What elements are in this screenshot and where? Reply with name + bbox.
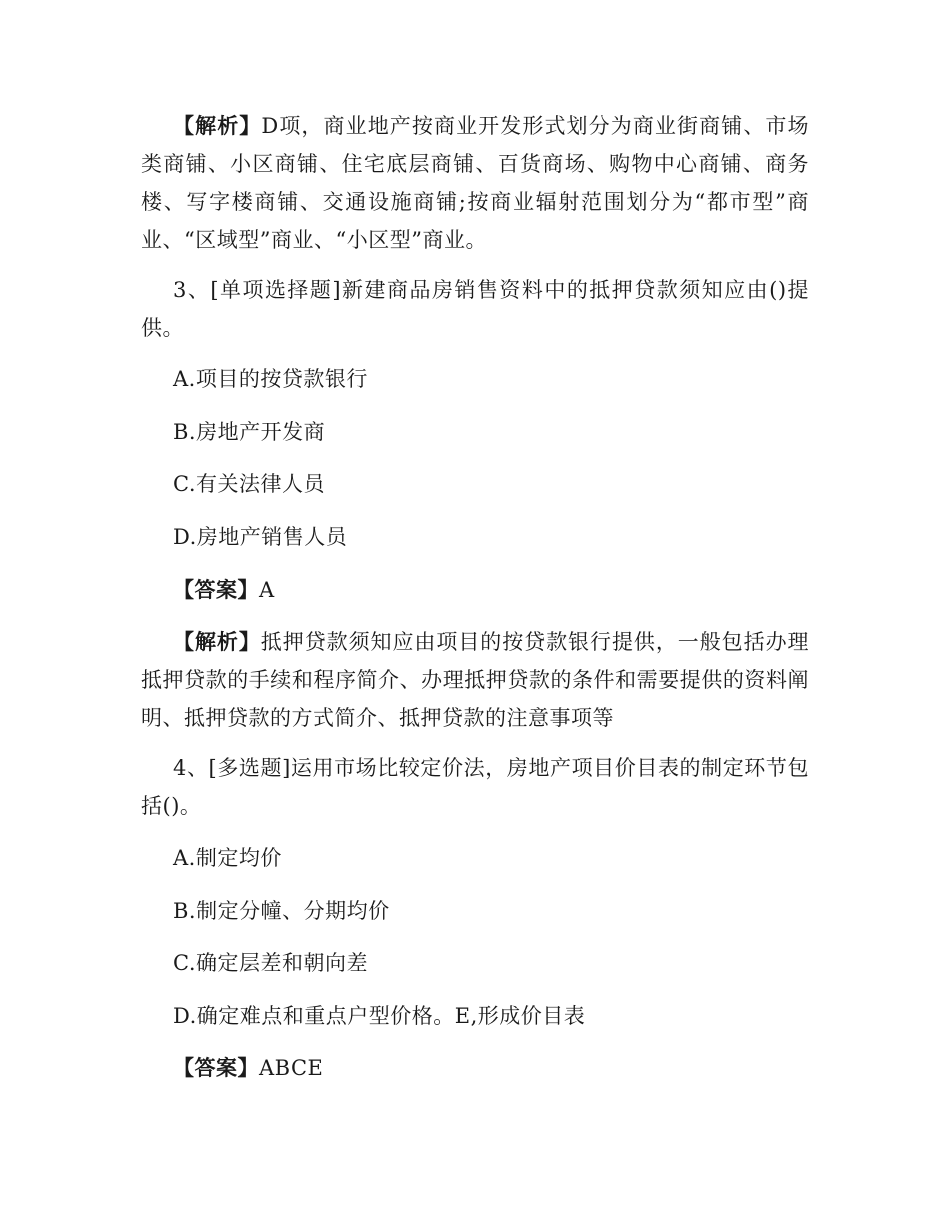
q4-option-d: D.确定难点和重点户型价格。E,形成价目表 xyxy=(173,1004,586,1028)
question-3-stem xyxy=(141,271,809,347)
q3-option-d: D.房地产销售人员 xyxy=(173,525,348,549)
analysis-text: D项，商业地产按商业开发形式划分为商业街商铺、市场类商铺、小区商铺、住宅底层商铺、百货商场、购物中心商铺、商务楼、写字楼商铺、交通设施商铺;按商业辐射范围划分为“都市型”商业、“区域型”商业、“小区型”商业。 xyxy=(141,114,810,252)
question-text: 4、[多选题]运用市场比较定价法，房地产项目价目表的制定环节包括()。 xyxy=(141,756,809,818)
question-4-stem xyxy=(141,749,809,825)
question-text: 3、[单项选择题]新建商品房销售资料中的抵押贷款须知应由()提供。 xyxy=(141,278,809,340)
q4-option-a: A.制定均价 xyxy=(173,846,282,870)
answer-label: 【答案】 xyxy=(173,577,259,602)
answer-text: ABCE xyxy=(259,1056,324,1080)
analysis-text: 抵押贷款须知应由项目的按贷款银行提供，一般包括办理抵押贷款的手续和程序简介、办理抵押贷款的条件和需要提供的资料阐明、抵押贷款的方式简介、抵押贷款的注意事项等 xyxy=(141,630,810,730)
q3-option-b: B.房地产开发商 xyxy=(173,420,326,444)
analysis-paragraph-q2 xyxy=(141,107,809,259)
q3-option-c: C.有关法律人员 xyxy=(173,472,325,496)
q4-option-b: B.制定分幢、分期均价 xyxy=(173,899,390,923)
q4-option-c: C.确定层差和朝向差 xyxy=(173,951,368,975)
answer-q3 xyxy=(173,571,275,609)
answer-q4 xyxy=(173,1049,323,1087)
analysis-label: 【解析】 xyxy=(173,629,261,654)
q3-option-a: A.项目的按贷款银行 xyxy=(173,367,368,391)
analysis-paragraph-q3 xyxy=(141,623,809,737)
answer-label: 【答案】 xyxy=(173,1055,259,1080)
analysis-label: 【解析】 xyxy=(173,113,262,138)
answer-text: A xyxy=(259,578,275,602)
